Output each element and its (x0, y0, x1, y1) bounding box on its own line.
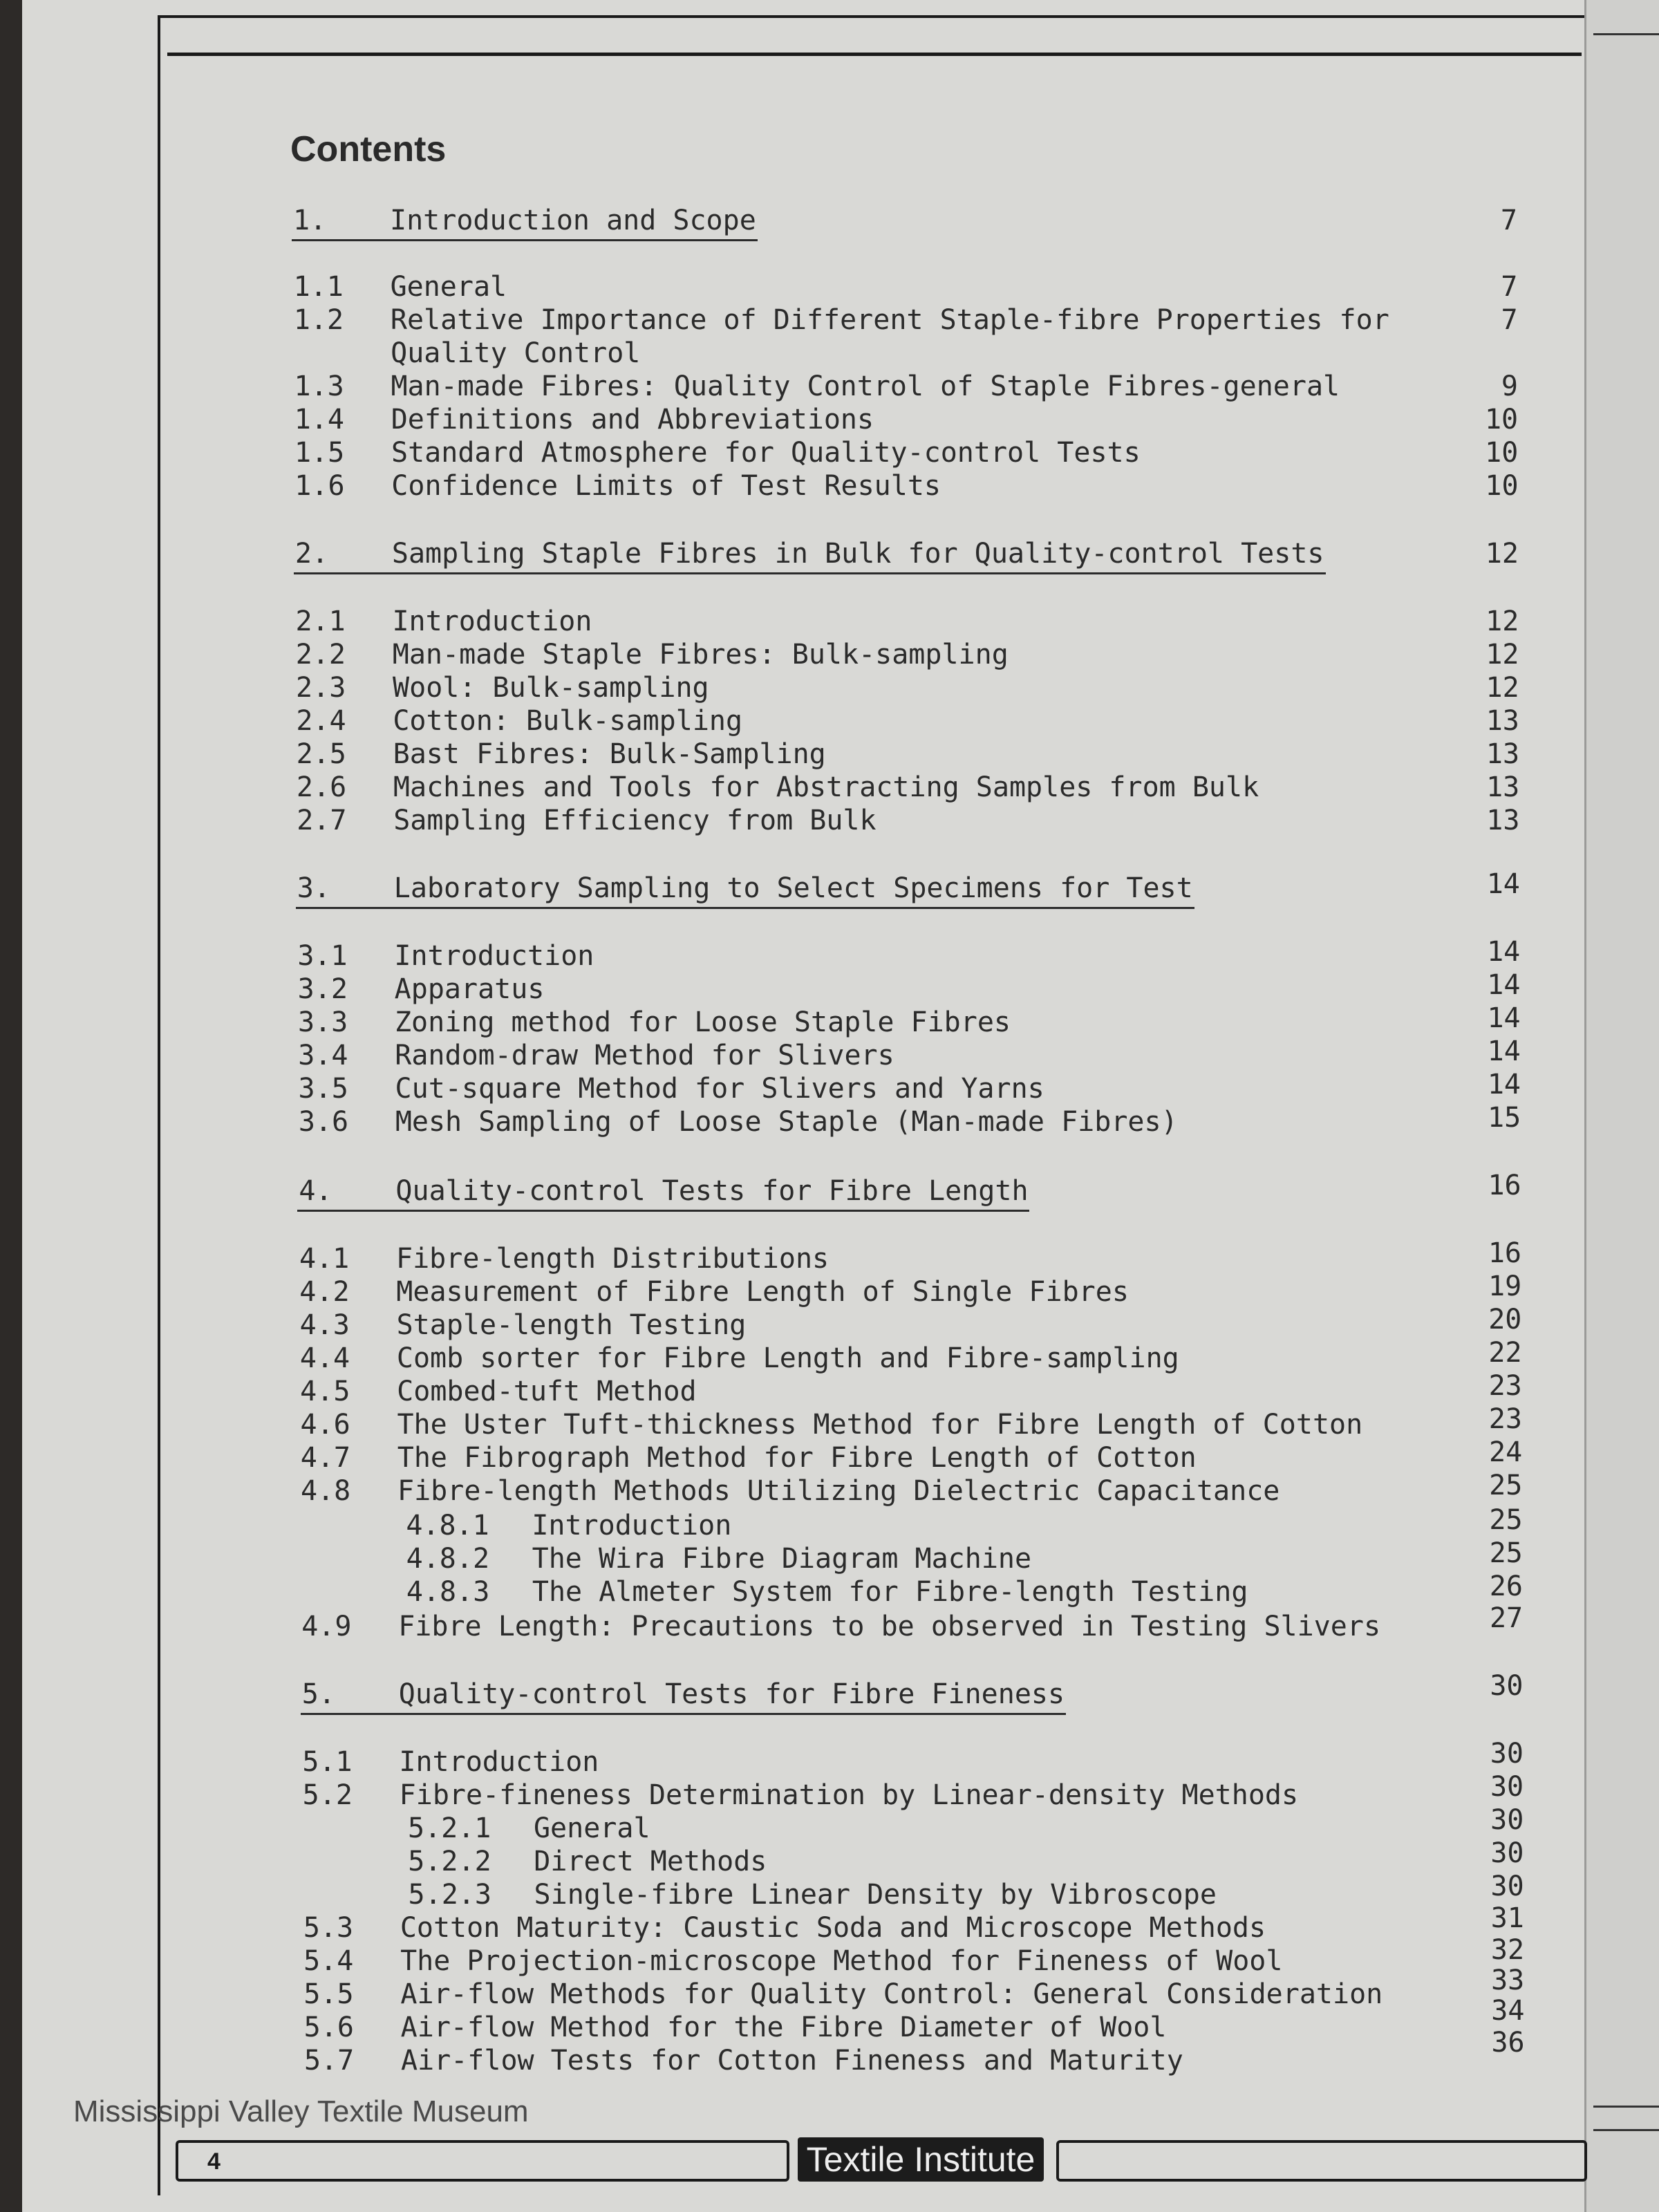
toc-entry-title: Staple-length Testing (396, 1309, 747, 1341)
toc-entry-number: 2.4 (296, 705, 346, 737)
toc-page-number: 30 (1490, 1738, 1524, 1770)
toc-entry-title: Confidence Limits of Test Results (391, 470, 941, 502)
toc-page-number: 26 (1489, 1571, 1523, 1602)
toc-page-row (0, 470, 1590, 505)
toc-entry-title: Single-fibre Linear Density by Vibroscope (534, 1879, 1217, 1911)
toc-page-row (0, 1771, 1590, 1806)
toc-page-row (0, 1403, 1590, 1438)
toc-entry-title: Sampling Efficiency from Bulk (393, 805, 877, 836)
toc-page-row (0, 1170, 1590, 1204)
toc-entry-number: 1.2 (293, 304, 344, 336)
toc-page-row (0, 1837, 1590, 1872)
toc-entry-title: Introduction and Scope (390, 205, 756, 236)
top-rule (167, 53, 1582, 56)
toc-entry-number: 1.1 (293, 271, 344, 303)
toc-page-number: 16 (1488, 1170, 1521, 1201)
toc-page-row (0, 738, 1590, 773)
footer-brand: Textile Institute (798, 2137, 1044, 2182)
toc-entry-number: 2.2 (295, 639, 346, 671)
heading-underline (297, 1210, 1029, 1212)
footer-left-box (176, 2140, 789, 2182)
toc-entry-number: 5.4 (303, 1945, 354, 1977)
toc-entry-number: 2.6 (296, 771, 347, 803)
toc-page-number: 30 (1490, 1871, 1524, 1902)
toc-page-row (0, 868, 1590, 903)
toc-page-number: 22 (1488, 1337, 1522, 1369)
toc-page-number: 7 (1500, 205, 1517, 236)
toc-entry-number: 3.5 (298, 1073, 348, 1105)
toc-entry-title: Combed-tuft Method (397, 1376, 697, 1407)
toc-entry-title: Man-made Staple Fibres: Bulk-sampling (392, 639, 1009, 671)
toc-entry-number: 2.7 (297, 805, 347, 836)
toc-entry-number: 4.9 (301, 1611, 352, 1642)
toc-entry-title: Cut-square Method for Slivers and Yarns (395, 1073, 1044, 1105)
toc-entry-number: 2.5 (296, 738, 346, 770)
toc-entry-number: 4.4 (299, 1342, 350, 1374)
toc-entry-title: Random-draw Method for Slivers (395, 1040, 894, 1071)
toc-entry-number: 5.2.1 (407, 1812, 491, 1844)
toc-page-row (0, 936, 1590, 971)
toc-entry-title: Introduction (392, 606, 592, 637)
contents-title: Contents (290, 129, 447, 169)
toc-page-row (0, 969, 1590, 1004)
toc-entry-title: General (533, 1812, 650, 1844)
toc-page-row (0, 1436, 1590, 1471)
toc-entry-number: 1.6 (294, 470, 345, 502)
toc-entry-title: Introduction (532, 1510, 732, 1541)
toc-page-number: 15 (1488, 1102, 1521, 1134)
toc-page-row (0, 805, 1590, 839)
toc-entry-title: Fibre-length Methods Utilizing Dielectric Capacitance (397, 1475, 1280, 1507)
toc-page-number: 12 (1485, 538, 1519, 570)
toc-entry-title: Fibre Length: Precautions to be observed in Testing Slivers (398, 1611, 1381, 1642)
toc-page-number: 30 (1490, 1804, 1524, 1836)
toc-entry-number: 5. (301, 1678, 335, 1710)
toc-entry-title: Apparatus (394, 973, 545, 1005)
toc-entry-number: 1.3 (294, 371, 344, 402)
toc-page-row (0, 705, 1590, 740)
toc-entry-title: Quality-control Tests for Fibre Length (395, 1175, 1029, 1207)
toc-page-row (0, 672, 1590, 706)
toc-page-row (0, 437, 1590, 471)
toc-entry-number: 1.5 (294, 437, 345, 469)
toc-entry-title: Relative Importance of Different Staple-fibre Properties for (390, 304, 1389, 336)
toc-page-number: 7 (1501, 304, 1518, 336)
toc-page-number: 25 (1489, 1470, 1523, 1501)
toc-page-row (0, 1804, 1590, 1839)
toc-entry-title: Sampling Staple Fibres in Bulk for Quality-control Tests (391, 538, 1324, 570)
toc-page-number: 10 (1485, 470, 1519, 502)
toc-page-row (0, 1871, 1590, 1905)
toc-page-number: 10 (1485, 437, 1519, 469)
toc-entry-number: 5.2 (302, 1779, 353, 1811)
toc-entry-number: 5.5 (303, 1978, 354, 2010)
toc-page-number: 30 (1490, 1771, 1524, 1803)
toc-page-row (0, 538, 1590, 572)
toc-entry-number: 5.7 (303, 2045, 355, 2077)
toc-entry-title: Zoning method for Loose Staple Fibres (394, 1006, 1011, 1038)
toc-entry-title: Measurement of Fibre Length of Single Fibres (396, 1276, 1129, 1308)
toc-entry-title: Air-flow Method for the Fibre Diameter of Wool (400, 2012, 1167, 2043)
toc-entry-title: The Uster Tuft-thickness Method for Fibre Length of Cotton (397, 1409, 1363, 1441)
toc-page-row (0, 1002, 1590, 1037)
toc-entry-number: 4.6 (300, 1409, 350, 1441)
toc-entry-title: Quality-control Tests for Fibre Fineness (398, 1678, 1065, 1710)
toc-entry-title: Mesh Sampling of Loose Staple (Man-made Fibres) (395, 1106, 1178, 1138)
toc-page-row (0, 1965, 1590, 1999)
toc-page-row (0, 1504, 1590, 1539)
toc-page-row (0, 1902, 1590, 1937)
toc-entry-title: Wool: Bulk-sampling (393, 672, 709, 704)
toc-page-row (0, 606, 1590, 640)
toc-entry-title: Fibre-length Distributions (396, 1243, 830, 1275)
toc-page-row (0, 371, 1590, 405)
toc-entry-title: The Projection-microscope Method for Fineness of Wool (400, 1945, 1283, 1977)
toc-page-number: 33 (1491, 1965, 1525, 1996)
toc-entry-number: 1. (293, 205, 327, 236)
toc-entry-number: 3.1 (297, 940, 348, 972)
toc-page-row (0, 1537, 1590, 1572)
toc-page-row (0, 1102, 1590, 1136)
toc-entry-number: 5.2.3 (408, 1879, 491, 1911)
toc-entry-number: 4.3 (299, 1309, 350, 1341)
toc-entry-number: 3.2 (297, 973, 348, 1005)
toc-entry-title: Quality Control (391, 337, 641, 369)
toc-page-row (0, 1304, 1590, 1338)
toc-page-number: 34 (1491, 1995, 1525, 2027)
toc-entry-title: Comb sorter for Fibre Length and Fibre-sampling (396, 1342, 1179, 1374)
toc-page-row (0, 1571, 1590, 1605)
toc-entry-number: 3.4 (298, 1040, 348, 1071)
heading-underline (301, 1713, 1066, 1715)
toc-page-number: 23 (1488, 1370, 1522, 1402)
toc-entry-number: 4.2 (299, 1276, 350, 1308)
toc-page-row (0, 1995, 1590, 2030)
toc-page-number: 10 (1484, 404, 1519, 435)
toc-entry-number: 4.7 (300, 1442, 350, 1474)
toc-entry-title: General (390, 271, 507, 303)
toc-page-number: 25 (1489, 1537, 1523, 1569)
toc-page-row (0, 1934, 1590, 1969)
toc-page-row (0, 304, 1590, 339)
toc-page-number: 19 (1488, 1271, 1522, 1302)
toc-page-number: 36 (1491, 2027, 1525, 2059)
toc-entry-title: The Almeter System for Fibre-length Testing (532, 1576, 1248, 1608)
toc-entry-title: Air-flow Methods for Quality Control: General Consideration (400, 1978, 1383, 2010)
toc-page-row (0, 1337, 1590, 1371)
facing-page-edge (1584, 0, 1659, 2212)
toc-page-number: 14 (1487, 1035, 1521, 1067)
toc-page-row (0, 205, 1590, 239)
toc-page-row (0, 1271, 1590, 1305)
toc-page-row (0, 1470, 1590, 1504)
toc-page-number: 14 (1487, 1002, 1521, 1034)
toc-page-number: 27 (1489, 1602, 1524, 1634)
toc-page-number: 9 (1501, 371, 1518, 402)
toc-page-row (0, 639, 1590, 673)
toc-page-row (0, 404, 1590, 438)
toc-entry-title: Fibre-fineness Determination by Linear-density Methods (399, 1779, 1299, 1811)
toc-page-number: 23 (1488, 1403, 1522, 1435)
toc-page-number: 14 (1487, 1069, 1521, 1100)
toc-entry-title: Man-made Fibres: Quality Control of Staple Fibres-general (391, 371, 1340, 402)
toc-entry-number: 5.6 (303, 2012, 354, 2043)
toc-page-row (0, 1370, 1590, 1405)
toc-entry-title: The Wira Fibre Diagram Machine (532, 1543, 1032, 1575)
toc-entry-number: 4.8.1 (406, 1510, 489, 1541)
toc-entry-number: 4.1 (299, 1243, 350, 1275)
toc-page-row (0, 2027, 1590, 2061)
toc-entry-title: Air-flow Tests for Cotton Fineness and Maturity (400, 2045, 1183, 2077)
toc-entry-number: 5.2.2 (408, 1846, 491, 1877)
toc-page-number: 13 (1485, 705, 1519, 737)
toc-entry-number: 1.4 (294, 404, 344, 435)
toc-page-row (0, 771, 1590, 806)
toc-page-number: 30 (1490, 1837, 1524, 1869)
footer-right-box (1056, 2140, 1587, 2182)
toc-entry-title: The Fibrograph Method for Fibre Length of Cotton (397, 1442, 1197, 1474)
toc-entry-number: 4.8.2 (406, 1543, 490, 1575)
toc-page-number: 12 (1485, 639, 1519, 671)
toc-entry-number: 5.1 (302, 1746, 353, 1778)
toc-entry-number: 4.8.3 (406, 1576, 490, 1608)
toc-page-number: 13 (1485, 738, 1520, 770)
toc-page-row (0, 1035, 1590, 1070)
toc-entry-title: Direct Methods (534, 1846, 767, 1877)
toc-entry-number: 4.5 (300, 1376, 350, 1407)
toc-page-number: 13 (1486, 805, 1520, 836)
toc-entry-number: 3.6 (298, 1106, 349, 1138)
toc-entry-title: Introduction (394, 940, 594, 972)
toc-entry (0, 337, 1590, 372)
toc-entry-number: 4.8 (301, 1475, 351, 1507)
toc-page-number: 32 (1490, 1934, 1525, 1966)
toc-entry-title: Standard Atmosphere for Quality-control Tests (391, 437, 1141, 469)
toc-page-number: 16 (1488, 1237, 1521, 1269)
toc-entry-number: 2.1 (295, 606, 346, 637)
heading-underline (292, 239, 758, 241)
toc-page-row (0, 271, 1590, 306)
toc-page-row (0, 1602, 1590, 1637)
toc-page-number: 14 (1487, 936, 1521, 968)
toc-entry-title: Introduction (399, 1746, 599, 1778)
toc-entry-title: Machines and Tools for Abstracting Samples from Bulk (393, 771, 1259, 803)
toc-page-row (0, 1670, 1590, 1705)
toc-page-row (0, 1738, 1590, 1772)
toc-entry-title: Laboratory Sampling to Select Specimens for Test (393, 872, 1193, 904)
toc-page-number: 12 (1485, 672, 1519, 704)
toc-entry-title: Cotton: Bulk-sampling (393, 705, 743, 737)
toc-entry-title: Cotton Maturity: Caustic Soda and Microscope Methods (400, 1912, 1266, 1944)
heading-underline (294, 572, 1326, 574)
toc-page-number: 12 (1485, 606, 1519, 637)
museum-watermark: Mississippi Valley Textile Museum (73, 2094, 529, 2128)
toc-entry-number: 4. (299, 1175, 332, 1207)
toc-entry-title: Bast Fibres: Bulk-Sampling (393, 738, 826, 770)
footer-page-number: 4 (207, 2148, 221, 2175)
heading-underline (296, 907, 1194, 909)
toc-page-number: 14 (1487, 969, 1521, 1001)
toc-page-number: 13 (1486, 771, 1520, 803)
toc-page-number: 14 (1486, 868, 1520, 900)
toc-entry-title: Definitions and Abbreviations (391, 404, 874, 435)
toc-page-number: 20 (1488, 1304, 1522, 1335)
toc-entry-number: 3.3 (297, 1006, 348, 1038)
toc-entry-number: 5.3 (303, 1912, 354, 1944)
toc-entry-number: 3. (297, 872, 330, 904)
toc-page-number: 30 (1490, 1670, 1524, 1702)
toc-page-number: 7 (1501, 271, 1518, 303)
toc-entry-number: 2. (294, 538, 329, 570)
toc-page-number: 25 (1489, 1504, 1523, 1536)
toc-page-number: 24 (1488, 1436, 1523, 1468)
toc-page-number: 31 (1490, 1902, 1524, 1934)
toc-page-row (0, 1237, 1590, 1272)
toc-entry-number: 2.3 (296, 672, 346, 704)
toc-page-row (0, 1069, 1590, 1103)
